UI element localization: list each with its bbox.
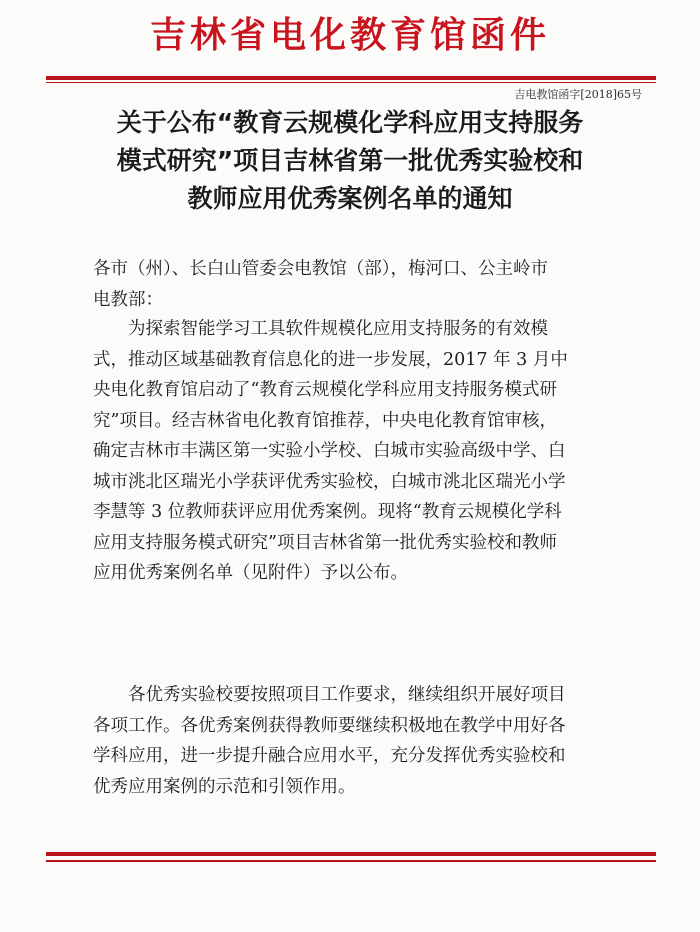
footer-red-rule <box>46 852 656 856</box>
paragraph-line: 优秀应用案例的示范和引领作用。 <box>93 776 356 797</box>
paragraph-1 <box>93 314 633 589</box>
letterhead-red-thin-rule <box>46 82 656 83</box>
paragraph-line: 应用优秀案例名单（见附件）予以公布。 <box>93 563 408 583</box>
title-line: 模式研究”项目吉林省第一批优秀实验校和 <box>116 146 584 175</box>
paragraph-line: 应用支持服务模式研究”项目吉林省第一批优秀实验校和教师 <box>93 532 557 553</box>
paragraph-line: 央电化教育馆启动了“教育云规模化学科应用支持服务模式研 <box>93 380 557 400</box>
paragraph-line: 为探索智能学习工具软件规模化应用支持服务的有效模 <box>128 319 548 339</box>
document-number: 吉电教馆函字[2018]65号 <box>514 88 642 101</box>
paragraph-2 <box>93 680 633 802</box>
salutation <box>93 254 633 315</box>
notice-title <box>60 104 640 218</box>
title-line: 教师应用优秀案例名单的通知 <box>187 184 513 213</box>
paragraph-line: 式，推动区域基础教育信息化的进一步发展，2017 年 3 月中 <box>93 349 568 370</box>
letterhead-title: 吉林省电化教育馆函件 <box>149 15 550 56</box>
paragraph-line: 究”项目。经吉林省电化教育馆推荐，中央电化教育馆审核， <box>93 410 557 431</box>
letterhead-red-rule <box>46 76 656 80</box>
paragraph-line: 各优秀实验校要按照项目工作要求，继续组织开展好项目 <box>128 685 566 705</box>
paragraph-line: 各项工作。各优秀案例获得教师要继续积极地在教学中用好各 <box>93 715 566 736</box>
title-line: 关于公布“教育云规模化学科应用支持服务 <box>116 108 584 137</box>
footer-red-thin-rule <box>46 860 656 862</box>
paragraph-line: 李慧等 3 位教师获评应用优秀案例。现将“教育云规模化学科 <box>93 502 562 522</box>
salutation-line: 电教部： <box>93 289 163 310</box>
paragraph-line: 确定吉林市丰满区第一实验小学校、白城市实验高级中学、白 <box>93 441 566 461</box>
salutation-line: 各市（州）、长白山管委会电教馆（部），梅河口、公主岭市 <box>93 259 548 279</box>
paragraph-line: 学科应用，进一步提升融合应用水平，充分发挥优秀实验校和 <box>93 746 566 766</box>
paragraph-line: 城市洮北区瑞光小学获评优秀实验校，白城市洮北区瑞光小学 <box>93 471 566 492</box>
